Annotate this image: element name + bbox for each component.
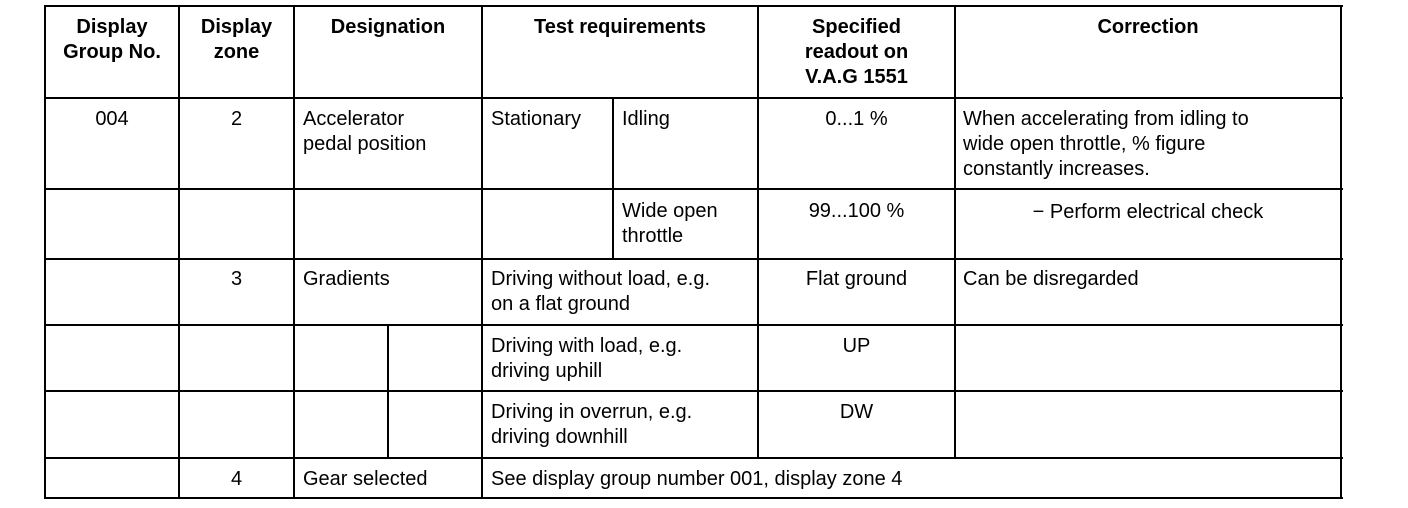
header-designation: Designation: [330, 16, 446, 38]
cell-zone: 4: [230, 468, 243, 490]
cell-zone: 3: [230, 268, 243, 290]
table-top-border: [44, 5, 1343, 7]
row-rule: [44, 188, 1343, 190]
table-right-border: [1340, 5, 1342, 499]
table-left-border: [44, 5, 46, 499]
cell-test-requirement: Driving without load, e.g. on a flat ground: [491, 268, 711, 315]
header-zone: Display zone: [200, 16, 273, 63]
cell-designation: Accelerator pedal position: [303, 108, 427, 155]
cell-test-condition: Stationary: [491, 108, 582, 130]
header-test-requirements: Test requirements: [534, 16, 706, 38]
col-rule: [293, 5, 295, 499]
col-rule: [481, 5, 483, 499]
row-rule: [44, 390, 1343, 392]
col-rule: [954, 5, 956, 459]
cell-designation: Gear selected: [303, 468, 428, 490]
cell-readout: 99...100 %: [808, 200, 905, 222]
subcol-rule: [387, 324, 389, 459]
cell-correction: Can be disregarded: [963, 268, 1139, 290]
subcol-rule: [612, 97, 614, 260]
cell-readout: DW: [839, 401, 874, 423]
header-rule: [44, 97, 1343, 99]
header-specified-readout: Specified readout on V.A.G 1551: [804, 16, 909, 88]
row-rule: [44, 258, 1343, 260]
row-rule: [44, 324, 1343, 326]
header-correction: Correction: [1097, 16, 1199, 38]
cell-correction: − Perform electrical check: [1032, 201, 1264, 223]
cell-readout: UP: [842, 335, 871, 357]
cell-zone: 2: [230, 108, 243, 130]
cell-test-state: Wide open throttle: [622, 200, 718, 247]
cell-correction: When accelerating from idling to wide open throttle, % figure constantly increases.: [963, 108, 1249, 180]
cell-test-requirement: See display group number 001, display zone 4: [491, 468, 903, 490]
table-bottom-border: [44, 497, 1343, 499]
cell-test-requirement: Driving in overrun, e.g. driving downhill: [491, 401, 693, 448]
cell-designation: Gradients: [303, 268, 390, 290]
cell-group: 004: [95, 108, 129, 130]
cell-test-requirement: Driving with load, e.g. driving uphill: [491, 335, 683, 382]
col-rule: [178, 5, 180, 499]
cell-test-state: Idling: [622, 108, 670, 130]
cell-readout: Flat ground: [805, 268, 908, 290]
row-rule: [44, 457, 1343, 459]
cell-readout: 0...1 %: [825, 108, 888, 130]
header-group-no: Display Group No.: [63, 16, 161, 63]
